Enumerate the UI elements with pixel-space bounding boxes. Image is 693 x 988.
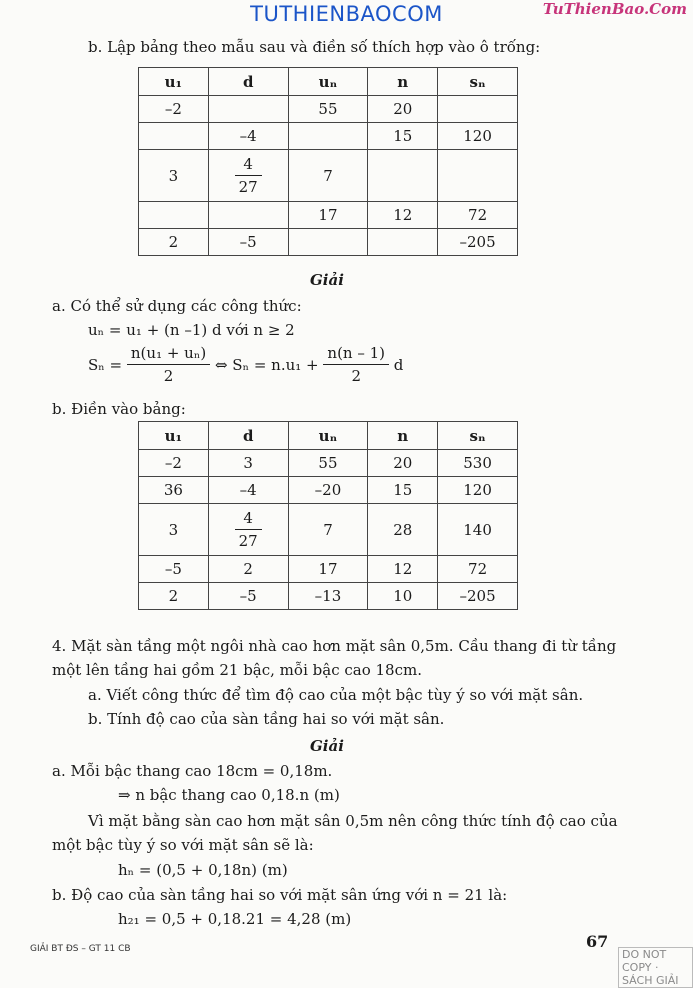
table-cell: 12	[368, 556, 438, 583]
table-row	[139, 583, 518, 610]
footer-stamp: DO NOT COPY · SÁCH GIẢI	[618, 947, 693, 988]
solution-a-line4: một bậc tùy ý so với mặt sân sẽ là:	[52, 836, 314, 854]
table-cell	[438, 150, 518, 202]
table-cell: –5	[208, 229, 288, 256]
table-cell: 15	[368, 123, 438, 150]
table-cell: 2	[139, 583, 209, 610]
footer-book-title: GIẢI BT ĐS – GT 11 CB	[30, 944, 131, 954]
table-header-cell: u₁	[139, 68, 209, 96]
formula-sn-middle: ⇔ Sₙ = n.u₁ +	[214, 355, 319, 374]
table-cell: 17	[288, 202, 368, 229]
table-cell: –2	[139, 450, 209, 477]
table-cell: 28	[368, 504, 438, 556]
table-cell: 3	[139, 150, 209, 202]
table-cell: –4	[208, 477, 288, 504]
table-cell: –205	[438, 229, 518, 256]
table-cell: –2	[139, 96, 209, 123]
table-header-cell: u₁	[139, 422, 209, 450]
table-cell: 3	[139, 504, 209, 556]
table-cell: 140	[438, 504, 518, 556]
intro-b-text: b. Lập bảng theo mẫu sau và điền số thích hợp vào ô trống:	[88, 38, 541, 56]
table-cell	[288, 229, 368, 256]
table-cell: 2	[208, 556, 288, 583]
exercise-table	[138, 67, 518, 256]
table-row	[139, 202, 518, 229]
table-row	[139, 96, 518, 123]
formula-sn-denominator-1: 2	[163, 367, 174, 385]
table-cell: 10	[368, 583, 438, 610]
site-header-title: TUTHIENBAOCOM	[250, 2, 443, 26]
table-header-cell: d	[208, 68, 288, 96]
solution-a-formula: hₙ = (0,5 + 0,18n) (m)	[118, 861, 288, 879]
table-cell: –205	[438, 583, 518, 610]
table-cell: –20	[288, 477, 368, 504]
table-cell: 15	[368, 477, 438, 504]
fraction-denominator: 27	[238, 532, 258, 550]
table-cell: 120	[438, 477, 518, 504]
table-cell: 2	[139, 229, 209, 256]
table-header-cell: n	[368, 68, 438, 96]
solution-b-result: h₂₁ = 0,5 + 0,18.21 = 4,28 (m)	[118, 910, 352, 928]
table-cell	[208, 504, 288, 556]
formula-sn-lhs: Sₙ =	[88, 355, 123, 374]
table-cell: 7	[288, 504, 368, 556]
table-header-row	[139, 68, 518, 96]
problem4-line2: một lên tầng hai gồm 21 bậc, mỗi bậc cao 18cm.	[52, 661, 422, 679]
table-cell: 72	[438, 556, 518, 583]
table-cell	[208, 150, 288, 202]
table-cell	[368, 229, 438, 256]
table-cell: 7	[288, 150, 368, 202]
table-cell: 12	[368, 202, 438, 229]
table-header-cell: d	[208, 422, 288, 450]
fraction-numerator: 4	[235, 509, 262, 530]
table-cell	[208, 202, 288, 229]
table-cell: 36	[139, 477, 209, 504]
formula-un: uₙ = u₁ + (n –1) d với n ≥ 2	[88, 321, 295, 339]
table-header-cell: n	[368, 422, 438, 450]
formula-sn-denominator-2: 2	[351, 367, 361, 385]
problem4-line1: 4. Mặt sàn tầng một ngôi nhà cao hơn mặt sân 0,5m. Cầu thang đi từ tầng	[52, 637, 617, 655]
formula-sn-numerator-2: n(n – 1)	[323, 344, 389, 365]
table-cell: –5	[139, 556, 209, 583]
table-row	[139, 229, 518, 256]
solution-a-line3: Vì mặt bằng sàn cao hơn mặt sân 0,5m nên công thức tính độ cao của	[88, 812, 618, 830]
solution-heading: Giải	[310, 271, 344, 289]
part-a-text: a. Có thể sử dụng các công thức:	[52, 297, 302, 315]
solution-a-line2: ⇒ n bậc thang cao 0,18.n (m)	[118, 786, 340, 804]
table-cell: 20	[368, 450, 438, 477]
table-cell: 120	[438, 123, 518, 150]
formula-sn	[88, 344, 403, 385]
fraction	[235, 509, 262, 550]
table-row	[139, 504, 518, 556]
table-cell: –5	[208, 583, 288, 610]
table-header-row	[139, 422, 518, 450]
table-cell: 17	[288, 556, 368, 583]
table-cell	[139, 202, 209, 229]
table-header-cell: uₙ	[288, 422, 368, 450]
formula-sn-tail: d	[393, 355, 404, 374]
problem4-question-a: a. Viết công thức để tìm độ cao của một bậc tùy ý so với mặt sân.	[88, 686, 584, 704]
problem4-question-b: b. Tính độ cao của sàn tầng hai so với mặt sân.	[88, 710, 445, 728]
table-cell: –4	[208, 123, 288, 150]
table-header-cell: sₙ	[438, 422, 518, 450]
answer-table	[138, 421, 518, 610]
table-header-cell: sₙ	[438, 68, 518, 96]
table-cell	[438, 96, 518, 123]
table-cell: 3	[208, 450, 288, 477]
table-cell: 72	[438, 202, 518, 229]
fraction	[235, 155, 262, 196]
fraction-numerator: 4	[235, 155, 262, 176]
table-cell: 530	[438, 450, 518, 477]
table-cell	[139, 123, 209, 150]
part-b-text: b. Điền vào bảng:	[52, 400, 186, 418]
table-cell: 55	[288, 96, 368, 123]
table-cell: 55	[288, 450, 368, 477]
watermark-logo: TuThienBao.Com	[542, 0, 687, 18]
fraction-denominator: 27	[238, 178, 258, 196]
table-row	[139, 123, 518, 150]
table-row	[139, 477, 518, 504]
page-number: 67	[586, 932, 609, 951]
table-cell: 20	[368, 96, 438, 123]
solution-a-line1: a. Mỗi bậc thang cao 18cm = 0,18m.	[52, 762, 333, 780]
table-cell	[208, 96, 288, 123]
table-cell	[288, 123, 368, 150]
table-row	[139, 556, 518, 583]
table-row	[139, 450, 518, 477]
solution-heading-2: Giải	[310, 737, 344, 755]
table-row	[139, 150, 518, 202]
solution-b-line1: b. Độ cao của sàn tầng hai so với mặt sân ứng với n = 21 là:	[52, 886, 508, 904]
table-cell: –13	[288, 583, 368, 610]
formula-sn-numerator-1: n(u₁ + uₙ)	[127, 344, 210, 365]
table-header-cell: uₙ	[288, 68, 368, 96]
table-cell	[368, 150, 438, 202]
